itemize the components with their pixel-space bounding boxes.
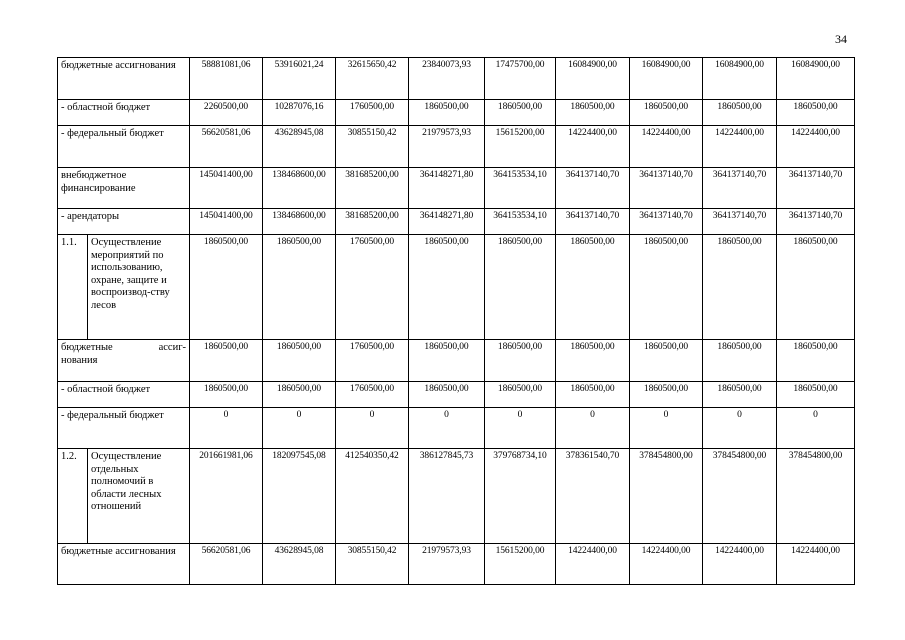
value-cell: 1860500,00 (777, 340, 855, 382)
value-cell: 43628945,08 (263, 544, 336, 585)
value-cell: 58881081,06 (190, 58, 263, 100)
value-cell: 364137140,70 (630, 168, 703, 209)
value-cell: 1860500,00 (777, 382, 855, 408)
value-cell: 1860500,00 (630, 382, 703, 408)
value-cell: 0 (630, 408, 703, 449)
value-cell: 364153534,10 (485, 168, 556, 209)
value-cell: 0 (777, 408, 855, 449)
value-cell: 145041400,00 (190, 168, 263, 209)
row-label: - федеральный бюджет (58, 408, 190, 449)
value-cell: 1860500,00 (485, 382, 556, 408)
value-cell: 364137140,70 (703, 168, 777, 209)
value-cell: 0 (556, 408, 630, 449)
value-cell: 1760500,00 (336, 382, 409, 408)
value-cell: 364137140,70 (556, 168, 630, 209)
value-cell: 1860500,00 (630, 235, 703, 340)
value-cell: 364148271,80 (409, 168, 485, 209)
row-label-part: нования (61, 354, 98, 366)
value-cell: 1860500,00 (703, 340, 777, 382)
value-cell: 1860500,00 (556, 235, 630, 340)
value-cell: 1760500,00 (336, 100, 409, 126)
value-cell: 364137140,70 (777, 209, 855, 235)
value-cell: 1860500,00 (777, 235, 855, 340)
value-cell: 14224400,00 (777, 544, 855, 585)
value-cell: 1860500,00 (263, 340, 336, 382)
value-cell: 1860500,00 (485, 100, 556, 126)
table-row (58, 126, 855, 168)
value-cell: 378454800,00 (777, 449, 855, 544)
value-cell: 378454800,00 (630, 449, 703, 544)
value-cell: 138468600,00 (263, 168, 336, 209)
value-cell: 1860500,00 (630, 340, 703, 382)
value-cell: 378361540,70 (556, 449, 630, 544)
value-cell: 1860500,00 (409, 100, 485, 126)
value-cell: 15615200,00 (485, 126, 556, 168)
value-cell: 381685200,00 (336, 168, 409, 209)
row-label: бюджетные ассигнования (58, 544, 190, 585)
value-cell: 1860500,00 (263, 235, 336, 340)
value-cell: 16084900,00 (630, 58, 703, 100)
value-cell: 1860500,00 (485, 340, 556, 382)
value-cell: 0 (409, 408, 485, 449)
value-cell: 2260500,00 (190, 100, 263, 126)
value-cell: 53916021,24 (263, 58, 336, 100)
value-cell: 201661981,06 (190, 449, 263, 544)
value-cell: 364153534,10 (485, 209, 556, 235)
value-cell: 1860500,00 (409, 382, 485, 408)
value-cell: 21979573,93 (409, 126, 485, 168)
value-cell: 21979573,93 (409, 544, 485, 585)
table-row (58, 58, 855, 100)
row-label: Осуществление мероприятий по использованию, охране, защите и воспроизвод-ству лесов (88, 235, 190, 340)
table-row (58, 235, 855, 340)
value-cell: 1860500,00 (703, 100, 777, 126)
value-cell: 364137140,70 (630, 209, 703, 235)
value-cell: 364137140,70 (703, 209, 777, 235)
table-row (58, 408, 855, 449)
row-index: 1.2. (58, 449, 88, 544)
value-cell: 1760500,00 (336, 235, 409, 340)
row-label: бюджетные ассигнования (58, 58, 190, 100)
value-cell: 15615200,00 (485, 544, 556, 585)
value-cell: 1860500,00 (556, 340, 630, 382)
value-cell: 0 (485, 408, 556, 449)
value-cell: 182097545,08 (263, 449, 336, 544)
value-cell: 43628945,08 (263, 126, 336, 168)
value-cell: 1860500,00 (485, 235, 556, 340)
value-cell: 56620581,06 (190, 126, 263, 168)
row-label: - арендаторы (58, 209, 190, 235)
value-cell: 1860500,00 (703, 382, 777, 408)
value-cell: 23840073,93 (409, 58, 485, 100)
value-cell: 1860500,00 (703, 235, 777, 340)
value-cell: 138468600,00 (263, 209, 336, 235)
value-cell: 381685200,00 (336, 209, 409, 235)
value-cell: 30855150,42 (336, 544, 409, 585)
value-cell: 1860500,00 (409, 340, 485, 382)
value-cell: 14224400,00 (630, 544, 703, 585)
table-row (58, 382, 855, 408)
row-label-part: ассиг- (158, 342, 186, 353)
row-label: Осуществление отдельных полномочий в области лесных отношений (88, 449, 190, 544)
value-cell: 364148271,80 (409, 209, 485, 235)
table-row (58, 340, 855, 382)
value-cell: 364137140,70 (556, 209, 630, 235)
value-cell: 379768734,10 (485, 449, 556, 544)
value-cell: 378454800,00 (703, 449, 777, 544)
value-cell: 14224400,00 (556, 126, 630, 168)
row-label-part: бюджетные (61, 342, 113, 353)
value-cell: 412540350,42 (336, 449, 409, 544)
value-cell: 14224400,00 (703, 544, 777, 585)
value-cell: 1860500,00 (190, 382, 263, 408)
value-cell: 145041400,00 (190, 209, 263, 235)
value-cell: 1760500,00 (336, 340, 409, 382)
value-cell: 16084900,00 (777, 58, 855, 100)
row-label: - федеральный бюджет (58, 126, 190, 168)
value-cell: 1860500,00 (556, 100, 630, 126)
value-cell: 0 (263, 408, 336, 449)
value-cell: 0 (336, 408, 409, 449)
value-cell: 1860500,00 (190, 340, 263, 382)
budget-table (57, 57, 855, 585)
value-cell: 30855150,42 (336, 126, 409, 168)
table-row (58, 544, 855, 585)
value-cell: 0 (190, 408, 263, 449)
table-row (58, 449, 855, 544)
value-cell: 1860500,00 (777, 100, 855, 126)
value-cell: 1860500,00 (409, 235, 485, 340)
value-cell: 364137140,70 (777, 168, 855, 209)
value-cell: 14224400,00 (703, 126, 777, 168)
value-cell: 1860500,00 (630, 100, 703, 126)
page-number: 34 (835, 32, 847, 46)
value-cell: 17475700,00 (485, 58, 556, 100)
value-cell: 56620581,06 (190, 544, 263, 585)
value-cell: 1860500,00 (190, 235, 263, 340)
value-cell: 32615650,42 (336, 58, 409, 100)
table-row (58, 209, 855, 235)
value-cell: 14224400,00 (777, 126, 855, 168)
table-row (58, 100, 855, 126)
value-cell: 386127845,73 (409, 449, 485, 544)
value-cell: 16084900,00 (556, 58, 630, 100)
value-cell: 1860500,00 (556, 382, 630, 408)
value-cell: 0 (703, 408, 777, 449)
value-cell: 14224400,00 (556, 544, 630, 585)
value-cell: 10287076,16 (263, 100, 336, 126)
value-cell: 1860500,00 (263, 382, 336, 408)
row-label (58, 340, 190, 382)
table-row (58, 168, 855, 209)
value-cell: 16084900,00 (703, 58, 777, 100)
value-cell: 14224400,00 (630, 126, 703, 168)
row-label: внебюджетное финансирование (58, 168, 190, 209)
row-label: - областной бюджет (58, 100, 190, 126)
row-label: - областной бюджет (58, 382, 190, 408)
row-index: 1.1. (58, 235, 88, 340)
